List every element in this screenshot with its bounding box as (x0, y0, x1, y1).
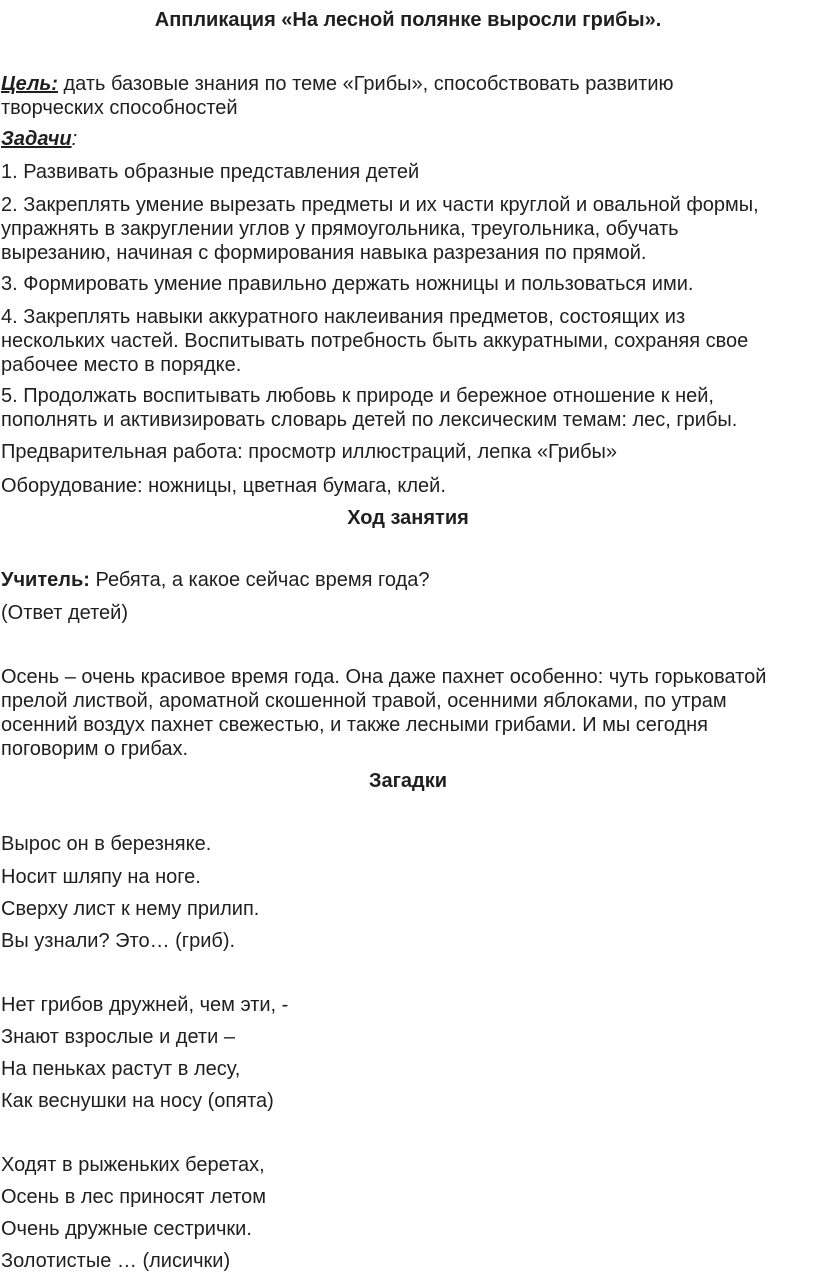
riddle-3-line-2: Осень в лес приносят летом (1, 1186, 267, 1208)
task-4-line-3: рабочее место в порядке. (1, 354, 242, 376)
goal-paragraph (1, 73, 674, 96)
teacher-text: Ребята, а какое сейчас время года? (89, 569, 430, 591)
task-1: 1. Развивать образные представления детей (1, 161, 420, 183)
riddle-2-line-1: Нет грибов дружней, чем эти, - (1, 994, 289, 1016)
riddle-2-line-3: На пеньках растут в лесу, (1, 1058, 241, 1080)
equipment-text: Оборудование: ножницы, цветная бумага, клей. (1, 475, 446, 497)
goal-text-line-1: дать базовые знания по теме «Грибы», способствовать развитию (57, 73, 674, 95)
task-5-line-2: пополнять и активизировать словарь детей по лексическим темам: лес, грибы. (1, 409, 738, 431)
task-2-line-3: вырезанию, начиная с формирования навыка разрезания по прямой. (1, 242, 647, 264)
children-answer: (Ответ детей) (1, 602, 128, 624)
task-3: 3. Формировать умение правильно держать ножницы и пользоваться ими. (1, 273, 694, 295)
autumn-paragraph-line-4: поговорим о грибах. (1, 738, 189, 760)
riddle-2-line-4: Как веснушки на носу (опята) (1, 1090, 274, 1112)
riddle-1-line-2: Носит шляпу на ноге. (1, 866, 201, 888)
riddle-2-line-2: Знают взрослые и дети – (1, 1026, 235, 1048)
tasks-label: Задачи (1, 128, 72, 150)
task-4-line-2: нескольких частей. Воспитывать потребность быть аккуратными, сохраняя свое (1, 330, 749, 352)
riddle-1-line-4: Вы узнали? Это… (гриб). (1, 930, 236, 952)
autumn-paragraph-line-3: осенний воздух пахнет свежестью, и также лесными грибами. И мы сегодня (1, 714, 709, 736)
tasks-heading: Задачи: (1, 128, 78, 150)
document-title: Аппликация «На лесной полянке выросли грибы». (154, 9, 662, 31)
prep-work-text: Предварительная работа: просмотр иллюстраций, лепка «Грибы» (1, 441, 618, 463)
task-5-line-1: 5. Продолжать воспитывать любовь к природе и бережное отношение к ней, (1, 385, 714, 407)
riddle-3-line-4: Золотистые … (лисички) (1, 1250, 231, 1272)
teacher-label: Учитель: (1, 569, 90, 591)
teacher-line (1, 569, 430, 592)
riddle-1-line-1: Вырос он в березняке. (1, 833, 212, 855)
riddle-3-line-1: Ходят в рыженьких беретах, (1, 1154, 265, 1176)
riddle-1-line-3: Сверху лист к нему прилип. (1, 898, 260, 920)
lesson-heading: Ход занятия (347, 507, 469, 529)
task-2-line-1: 2. Закреплять умение вырезать предметы и их части круглой и овальной формы, (1, 194, 759, 216)
autumn-paragraph-line-1: Осень – очень красивое время года. Она даже пахнет особенно: чуть горьковатой (1, 666, 767, 688)
riddles-heading: Загадки (368, 770, 448, 792)
goal-label: Цель: (1, 73, 58, 95)
task-4-line-1: 4. Закреплять навыки аккуратного наклеивания предметов, состоящих из (1, 306, 686, 328)
riddle-3-line-3: Очень дружные сестрички. (1, 1218, 252, 1240)
task-2-line-2: упражнять в закруглении углов у прямоугольника, треугольника, обучать (1, 218, 679, 240)
autumn-paragraph-line-2: прелой листвой, ароматной скошенной травой, осенними яблоками, по утрам (1, 690, 727, 712)
goal-text-line-2: творческих способностей (1, 97, 238, 119)
